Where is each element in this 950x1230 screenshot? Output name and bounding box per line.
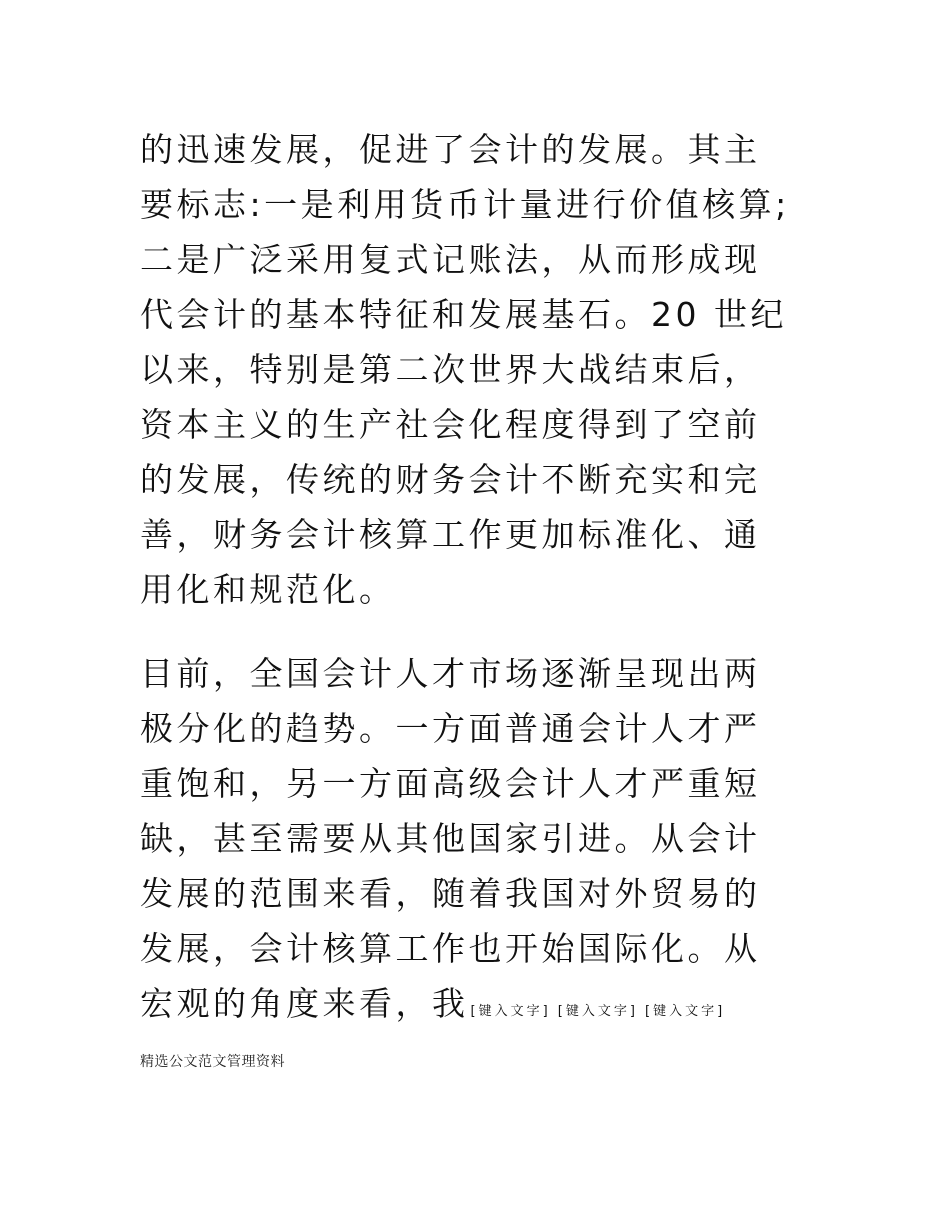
header-placeholders: [键入文字] [键入文字] [键入文字] <box>470 1004 726 1019</box>
text-line: 的迅速发展，促进了会计的发展。其主 <box>140 130 761 169</box>
text-line: 资本主义的生产社会化程度得到了空前 <box>140 405 761 444</box>
text-line: 的发展，传统的财务会计不断充实和完 <box>140 460 761 499</box>
text-line: 发展的范围来看，随着我国对外贸易的 <box>140 874 761 913</box>
text-line: 善，财务会计核算工作更加标准化、通 <box>140 515 761 554</box>
paragraph-1 <box>140 122 790 617</box>
text-line: 极分化的趋势。一方面普通会计人才严 <box>140 709 761 748</box>
text-line-content: 宏观的角度来看，我 <box>140 984 469 1023</box>
text-line: 二是广泛采用复式记账法，从而形成现 <box>140 240 761 279</box>
text-line: 以来，特别是第二次世界大战结束后， <box>140 350 761 389</box>
footer-text: 精选公文范文管理资料 <box>140 1054 285 1070</box>
text-line: 要标志:一是利用货币计量进行价值核算; <box>140 185 790 224</box>
text-line: 发展，会计核算工作也开始国际化。从 <box>140 929 761 968</box>
text-line: 目前，全国会计人才市场逐渐呈现出两 <box>140 654 761 693</box>
text-line: 重饱和，另一方面高级会计人才严重短 <box>140 764 761 803</box>
text-line: 代会计的基本特征和发展基石。20 世纪 <box>140 295 787 334</box>
paragraph-2 <box>140 646 761 1031</box>
text-line: 用化和规范化。 <box>140 570 396 609</box>
text-line-last <box>140 976 761 1031</box>
text-line: 缺，甚至需要从其他国家引进。从会计 <box>140 819 761 858</box>
